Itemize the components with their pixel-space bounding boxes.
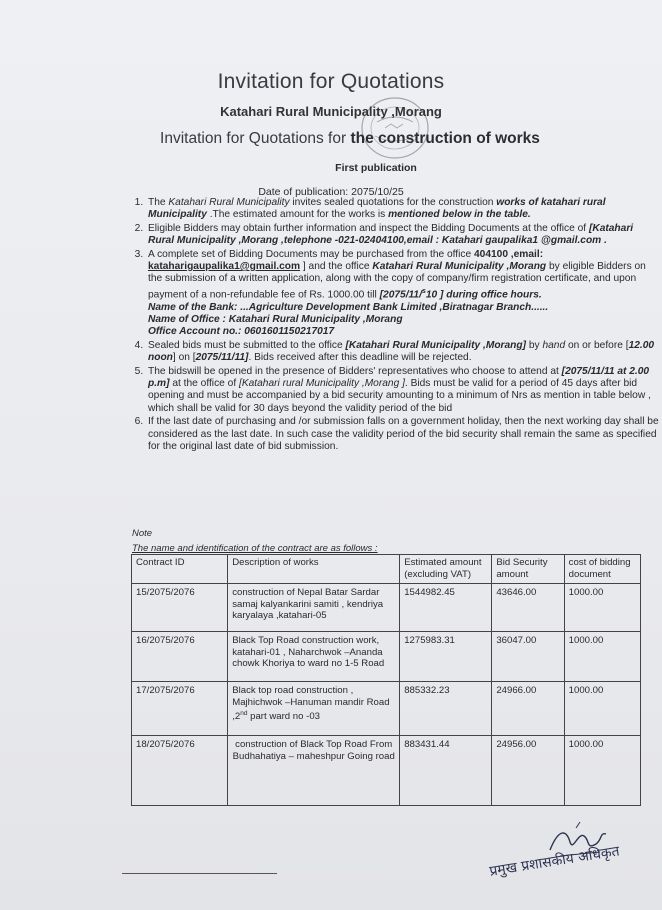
col-bid-security: Bid Security amount: [492, 555, 564, 584]
col-cost: cost of bidding document: [564, 555, 640, 584]
table-row: [132, 682, 641, 736]
cell-id: 15/2075/2076: [132, 584, 228, 632]
cell-amount: 1544982.45: [400, 584, 492, 632]
signature-line: [122, 873, 277, 874]
first-publication: First publication: [335, 162, 417, 174]
table-caption: The name and identification of the contract are as follows :: [132, 543, 378, 554]
cell-id: 16/2075/2076: [132, 632, 228, 682]
col-contract-id: Contract ID: [132, 555, 228, 584]
cell-id: 17/2075/2076: [132, 682, 228, 736]
subtitle: [60, 130, 640, 148]
cell-amount: 1275983.31: [400, 632, 492, 682]
cell-cost: 1000.00: [564, 584, 640, 632]
list-item: 5. The bidswill be opened in the presence of Bidders' representatives who choose to attend at [2075/11/11 at 2.00 p.m] at the office of [Katahari rural Municipality ,Morang ]. Bids must be valid for a period of 45 days after bid opening and must be accompanied by a bid security amounting to a minimum of Nrs as mention in table below , which shall be valid for 30 days beyond the validity period of the bid: [146, 366, 661, 416]
table-header-row: [132, 555, 641, 584]
cell-desc: construction of Black Top Road From Budhahatiya – maheshpur Going road: [228, 736, 400, 806]
cell-security: 24956.00: [492, 736, 564, 806]
subtitle-plain: Invitation for Quotations for: [160, 130, 347, 147]
list-item: 2. Eligible Bidders may obtain further information and inspect the Bidding Documents at the office of [Katahari Rural Municipality ,Morang ,telephone -021-02404100,email : Katahari gaupalika1 @gmail.com .: [146, 223, 661, 248]
cell-desc: Black Top Road construction work, katahari-01 , Naharchwok –Ananda chowk Khoriya to ward no 1-5 Road: [228, 632, 400, 682]
cell-security: 24966.00: [492, 682, 564, 736]
contracts-table: [131, 554, 641, 806]
cell-id: 18/2075/2076: [132, 736, 228, 806]
cell-cost: 1000.00: [564, 736, 640, 806]
official-seal-stamp: [355, 92, 435, 164]
note-label: Note: [132, 528, 153, 539]
subtitle-bold: the construction of works: [350, 130, 540, 147]
table-row: [132, 632, 641, 682]
signature-title: प्रमुख प्रशासकीय अधिकृत: [488, 843, 621, 880]
col-estimated-amount: Estimated amount (excluding VAT): [400, 555, 492, 584]
page-title: Invitation for Quotations: [217, 70, 445, 93]
list-item: 4. Sealed bids must be submitted to the office [Katahari Rural Municipality ,Morang] by hand on or before [12.00 noon] on [2075/11/11]. Bids received after this deadline will be rejected.: [146, 340, 661, 365]
cell-cost: 1000.00: [564, 682, 640, 736]
cell-security: 43646.00: [492, 584, 564, 632]
publication-date: Date of publication: 2075/10/25: [258, 186, 404, 198]
cell-desc: Black top road construction , Majhichwok –Hanuman mandir Road ,2nd part ward no -03: [228, 682, 400, 736]
conditions-list: [130, 197, 661, 455]
municipality-name: Katahari Rural Municipality ,Morang: [220, 104, 442, 119]
col-description: Description of works: [228, 555, 400, 584]
list-item: 6. If the last date of purchasing and /or submission falls on a government holiday, then the next working day shall be considered as the last date. In such case the validity period of the bid security shall remain the same as specified for the original last date of bid submission.: [146, 416, 661, 453]
cell-security: 36047.00: [492, 632, 564, 682]
cell-cost: 1000.00: [564, 632, 640, 682]
cell-amount: 883431.44: [400, 736, 492, 806]
office-name: Name of Office : Katahari Rural Municipality ,Morang: [148, 314, 403, 326]
list-item: 1. The Katahari Rural Municipality invites sealed quotations for the construction works of katahari rural Municipality .The estimated amount for the works is mentioned below in the table.: [146, 197, 661, 222]
account-number: Office Account no.: 0601601150217017: [148, 326, 335, 338]
table-row: [132, 584, 641, 632]
list-item: 3. A complete set of Bidding Documents may be purchased from the office 404100 ,email: kataharigaupalika1@gmail.com ] and the office Katahari Rural Municipality ,Morang by eligible Bidders on the submission of a written application, along with the copy of company/firm registration certificate, and upon payment of a non-refundable fee of Rs. 1000.00 till [2075/11/$^s$10 ] during office hours. Name of the Bank: ...Agriculture Development Bank Limited ,Biratnagar Branch...... Name of Office : Katahari Rural Municipality ,Morang Office Account no.: 0601601150217017: [146, 249, 661, 339]
cell-amount: 885332.23: [400, 682, 492, 736]
cell-desc: construction of Nepal Batar Sardar samaj kalyankarini samiti , kendriya karyalaya ,katahari-05: [228, 584, 400, 632]
table-row: [132, 736, 641, 806]
bank-name: Name of the Bank: ...Agriculture Development Bank Limited ,Biratnagar Branch......: [148, 301, 549, 313]
